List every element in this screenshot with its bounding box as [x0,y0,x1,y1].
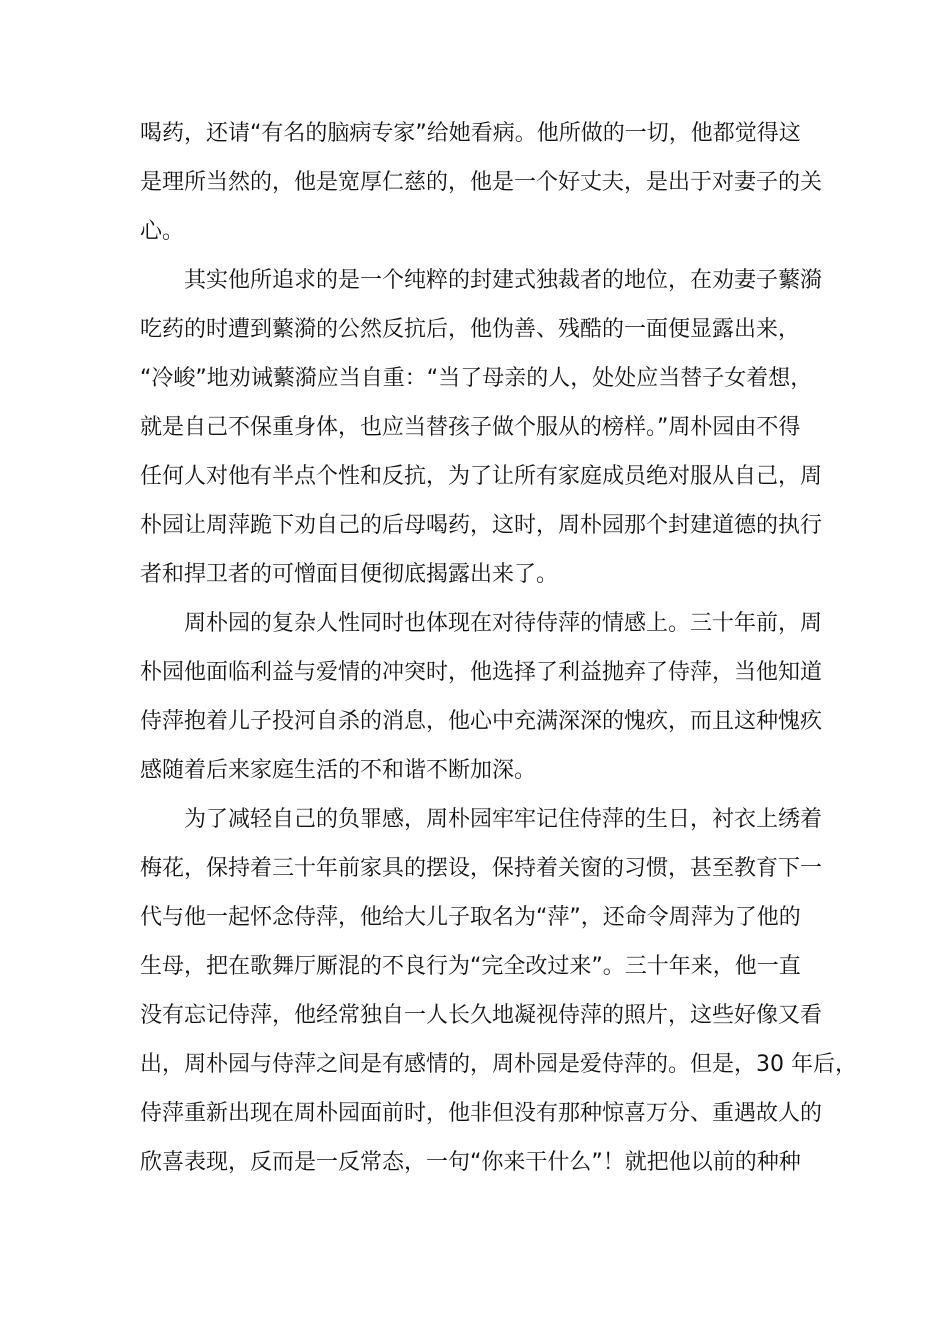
paragraph-first-line: 为了减轻自己的负罪感，周朴园牢牢记住侍萍的生日，衬衣上绣着 [184,807,823,832]
text-line: 是理所当然的，他是宽厚仁慈的，他是一个好丈夫，是出于对妻子的关 [140,170,823,195]
paragraph-first-line: 其实他所追求的是一个纯粹的封建式独裁者的地位，在劝妻子蘩漪 [184,268,823,293]
paragraph-first-line: 周朴园的复杂人性同时也体现在对待侍萍的情感上。三十年前，周 [184,611,823,636]
text-line: 梅花，保持着三十年前家具的摆设，保持着关窗的习惯，甚至教育下一 [140,856,823,881]
text-line: 朴园让周萍跪下劝自己的后母喝药，这时，周朴园那个封建道德的执行 [140,513,823,538]
text-line: 侍萍重新出现在周朴园面前时，他非但没有那种惊喜万分、重遇故人的 [140,1101,823,1126]
text-line: 没有忘记侍萍，他经常独自一人长久地凝视侍萍的照片，这些好像又看 [140,1003,823,1028]
text-line: 吃药的时遭到蘩漪的公然反抗后，他伪善、残酷的一面便显露出来， [140,317,801,342]
text-line: 欣喜表现，反而是一反常态，一句“你来干什么”！就把他以前的种种 [140,1150,801,1175]
text-line: 出，周朴园与侍萍之间是有感情的，周朴园是爱侍萍的。但是，30 年后， [140,1052,857,1077]
text-line: 侍萍抱着儿子投河自杀的消息，他心中充满深深的愧疚，而且这种愧疚 [140,709,823,734]
text-line: 喝药，还请“有名的脑病专家”给她看病。他所做的一切，他都觉得这 [140,121,801,146]
text-line: 朴园他面临利益与爱情的冲突时，他选择了利益抛弃了侍萍，当他知道 [140,660,823,685]
text-line: 代与他一起怀念侍萍，他给大儿子取名为“萍”，还命令周萍为了他的 [140,905,801,930]
text-line: 感随着后来家庭生活的不和谐不断加深。 [140,758,537,783]
text-line: 任何人对他有半点个性和反抗，为了让所有家庭成员绝对服从自己，周 [140,464,823,489]
text-line: “冷峻”地劝诫蘩漪应当自重：“当了母亲的人，处处应当替子女着想， [140,366,813,391]
text-line: 者和捍卫者的可憎面目便彻底揭露出来了。 [140,562,559,587]
text-line: 就是自己不保重身体，也应当替孩子做个服从的榜样。”周朴园由不得 [140,415,801,440]
text-line: 心。 [140,219,185,244]
text-line: 生母，把在歌舞厅厮混的不良行为“完全改过来”。三十年来，他一直 [140,954,801,979]
